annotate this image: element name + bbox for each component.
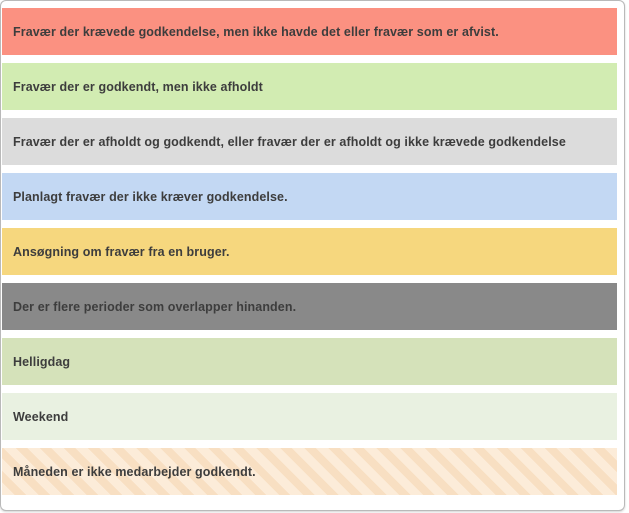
legend-row-overlapping-periods — [2, 283, 617, 330]
legend-row-label: Planlagt fravær der ikke kræver godkendelse. — [13, 189, 288, 204]
legend-row-holiday — [2, 338, 617, 385]
legend-row-label: Fravær der krævede godkendelse, men ikke havde det eller fravær som er afvist. — [13, 24, 499, 39]
legend-row-month-not-approved — [2, 448, 617, 495]
legend-rows — [1, 1, 624, 495]
legend-row-label: Måneden er ikke medarbejder godkendt. — [13, 464, 256, 479]
legend-row-label: Ansøgning om fravær fra en bruger. — [13, 244, 230, 259]
legend-row-label: Der er flere perioder som overlapper hinanden. — [13, 299, 297, 314]
legend-row-rejected-absence — [2, 8, 617, 55]
legend-row-weekend — [2, 393, 617, 440]
legend-row-label: Fravær der er afholdt og godkendt, eller fravær der er afholdt og ikke krævede godkendelse — [13, 134, 566, 149]
legend-row-held-approved — [2, 118, 617, 165]
legend-row-user-request — [2, 228, 617, 275]
legend-row-label: Helligdag — [13, 354, 71, 369]
legend-row-label: Weekend — [13, 409, 69, 424]
legend-row-label: Fravær der er godkendt, men ikke afholdt — [13, 79, 263, 94]
legend-row-approved-not-held — [2, 63, 617, 110]
legend-row-planned-no-approval — [2, 173, 617, 220]
